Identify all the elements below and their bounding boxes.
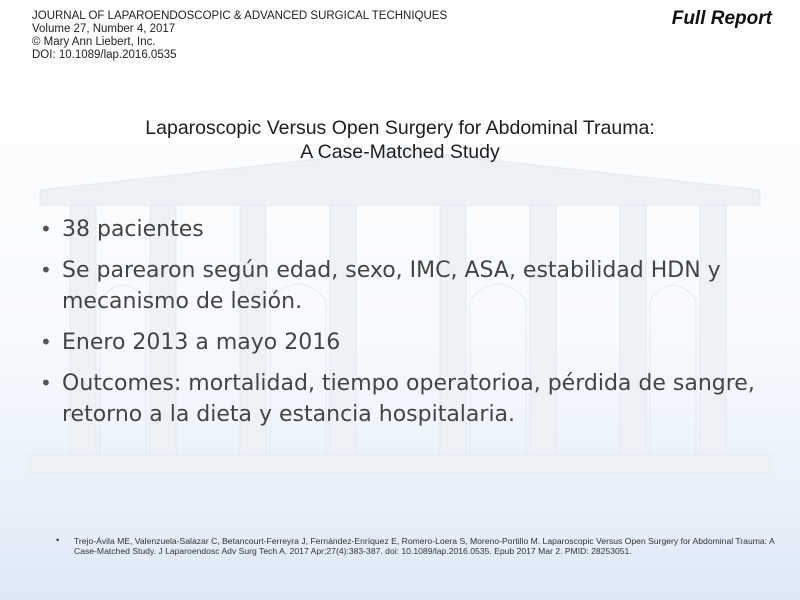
bullet-icon: •	[40, 217, 52, 241]
paper-title	[0, 116, 800, 164]
journal-header	[32, 10, 447, 62]
reference-text: Trejo-Ávila ME, Valenzuela-Salazar C, Betancourt-Ferreyra J, Fernández-Enríquez E, Romero-Loera S, Moreno-Portillo M. Laparoscopic Versus Open Surgery for Abdominal Trauma: A Case-Matched Study. J Laparoendosc Adv Surg Tech A. 2017 Apr;27(4):383-387. doi: 10.1089/lap.2016.0535. Epub 2017 Mar 2. PMID: 28253051.	[74, 536, 775, 556]
bullet-text: Se parearon según edad, sexo, IMC, ASA, estabilidad HDN y mecanismo de lesión.	[62, 258, 721, 314]
bullet-item	[40, 368, 780, 430]
paper-title-line-2: A Case-Matched Study	[300, 141, 500, 163]
journal-volume: Volume 27, Number 4, 2017	[32, 23, 176, 35]
bullet-icon: •	[56, 535, 60, 545]
bullet-text: Enero 2013 a mayo 2016	[62, 330, 341, 355]
journal-copyright: © Mary Ann Liebert, Inc.	[32, 36, 156, 48]
bullet-item	[40, 327, 780, 358]
bullet-icon: •	[40, 371, 52, 395]
journal-name: JOURNAL OF LAPAROENDOSCOPIC & ADVANCED SURGICAL TECHNIQUES	[32, 10, 448, 22]
journal-doi: DOI: 10.1089/lap.2016.0535	[32, 49, 177, 61]
bullet-list	[40, 214, 780, 440]
bullet-icon: •	[40, 330, 52, 354]
reference-footnote	[56, 536, 776, 556]
bullet-item	[40, 214, 780, 245]
full-report-label: Full Report	[671, 8, 772, 29]
bullet-icon: •	[40, 258, 52, 282]
bullet-text: 38 pacientes	[62, 217, 204, 242]
bullet-text: Outcomes: mortalidad, tiempo operatorioa, pérdida de sangre, retorno a la dieta y estancia hospitalaria.	[62, 371, 755, 427]
reference-item	[56, 536, 776, 556]
paper-title-line-1: Laparoscopic Versus Open Surgery for Abdominal Trauma:	[145, 117, 655, 139]
bullet-item	[40, 255, 780, 317]
